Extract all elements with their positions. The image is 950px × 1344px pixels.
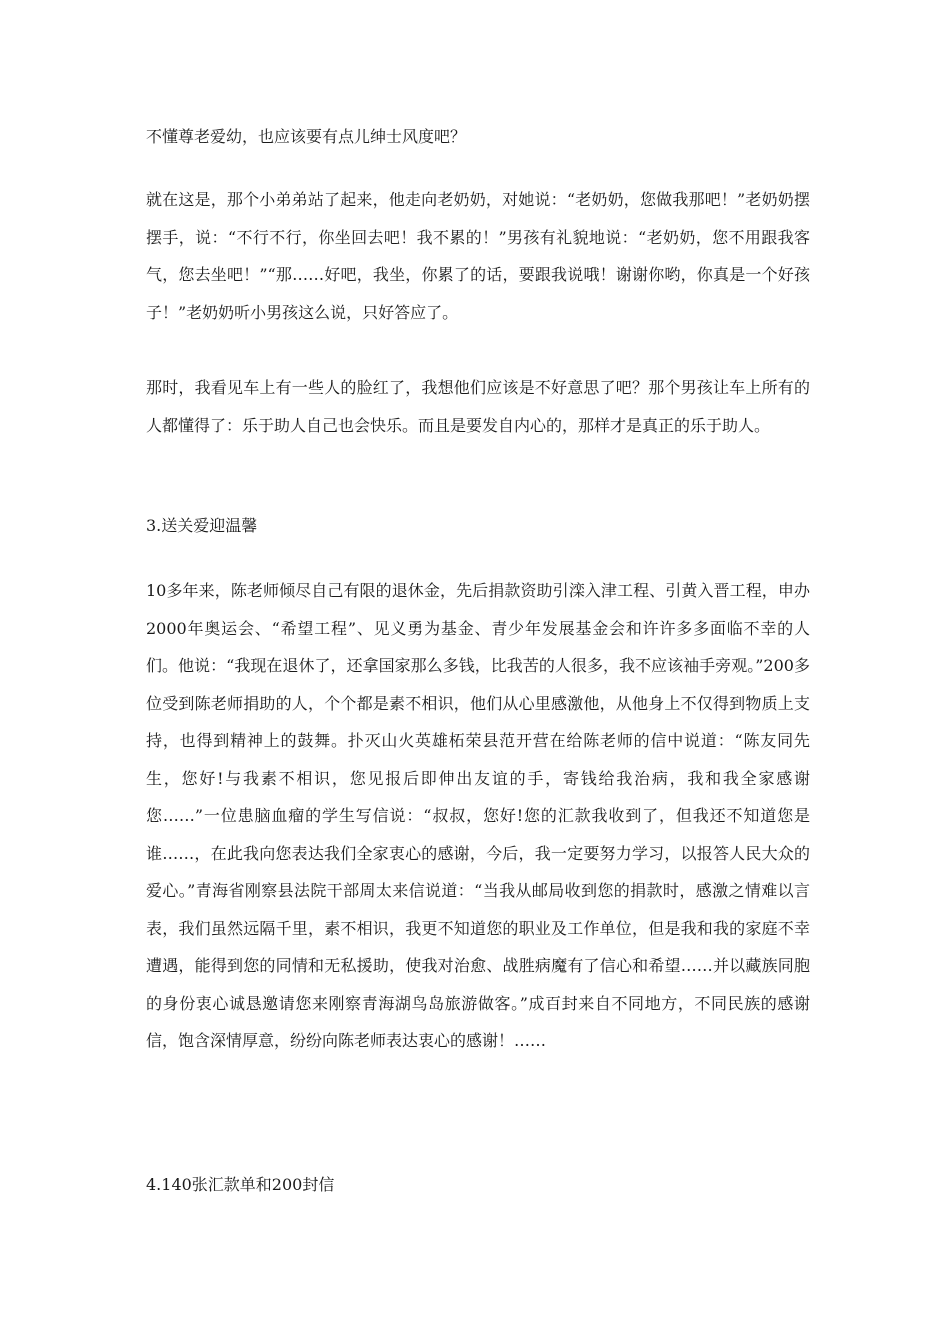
paragraph-boy-gives-seat: 就在这是，那个小弟弟站了起来，他走向老奶奶，对她说：“老奶奶，您做我那吧！”老奶奶摆摆手，说：“不行不行，你坐回去吧！我不累的！”男孩有礼貌地说：“老奶奶，您不用跟我客气，您去坐吧！”“那……好吧，我坐，你累了的话，要跟我说哦！谢谢你哟，你真是一个好孩子！”老奶奶听小男孩这么说，只好答应了。 — [146, 190, 810, 322]
section-heading-4: 4.140张汇款单和200封信 — [146, 1175, 335, 1194]
paragraph-continuation: 不懂尊老爱幼，也应该要有点儿绅士风度吧？ — [146, 127, 467, 146]
paragraph-teacher-donations: 10多年来，陈老师倾尽自己有限的退休金，先后捐款资助引滦入津工程、引黄入晋工程，申办2000年奥运会、“希望工程”、见义勇为基金、青少年发展基金会和许许多多面临不幸的人们。他说：“我现在退休了，还拿国家那么多钱，比我苦的人很多，我不应该袖手旁观。”200多位受到陈老师捐助的人，个个都是素不相识，他们从心里感激他，从他身上不仅得到物质上支持，也得到精神上的鼓舞。扑灭山火英雄柘荣县范开营在给陈老师的信中说道：“陈友同先生，您好!与我素不相识，您见报后即伸出友谊的手，寄钱给我治病，我和我全家感谢您……”一位患脑血瘤的学生写信说：“叔叔，您好!您的汇款我收到了，但我还不知道您是谁……，在此我向您表达我们全家衷心的感谢，今后，我一定要努力学习，以报答人民大众的爱心。”青海省刚察县法院干部周太来信说道：“当我从邮局收到您的捐款时，感激之情难以言表，我们虽然远隔千里，素不相识，我更不知道您的职业及工作单位，但是我和我的家庭不幸遭遇，能得到您的同情和无私援助，使我对治愈、战胜病魔有了信心和希望……并以藏族同胞的身份衷心诚恳邀请您来刚察青海湖鸟岛旅游做客。”成百封来自不同地方，不同民族的感谢信，饱含深情厚意，纷纷向陈老师表达衷心的感谢！…… — [146, 581, 810, 1050]
paragraph-reflection: 那时，我看见车上有一些人的脸红了，我想他们应该是不好意思了吧？那个男孩让车上所有的人都懂得了：乐于助人自己也会快乐。而且是要发自内心的，那样才是真正的乐于助人。 — [146, 378, 810, 435]
section-heading-3: 3.送关爱迎温馨 — [146, 516, 258, 535]
